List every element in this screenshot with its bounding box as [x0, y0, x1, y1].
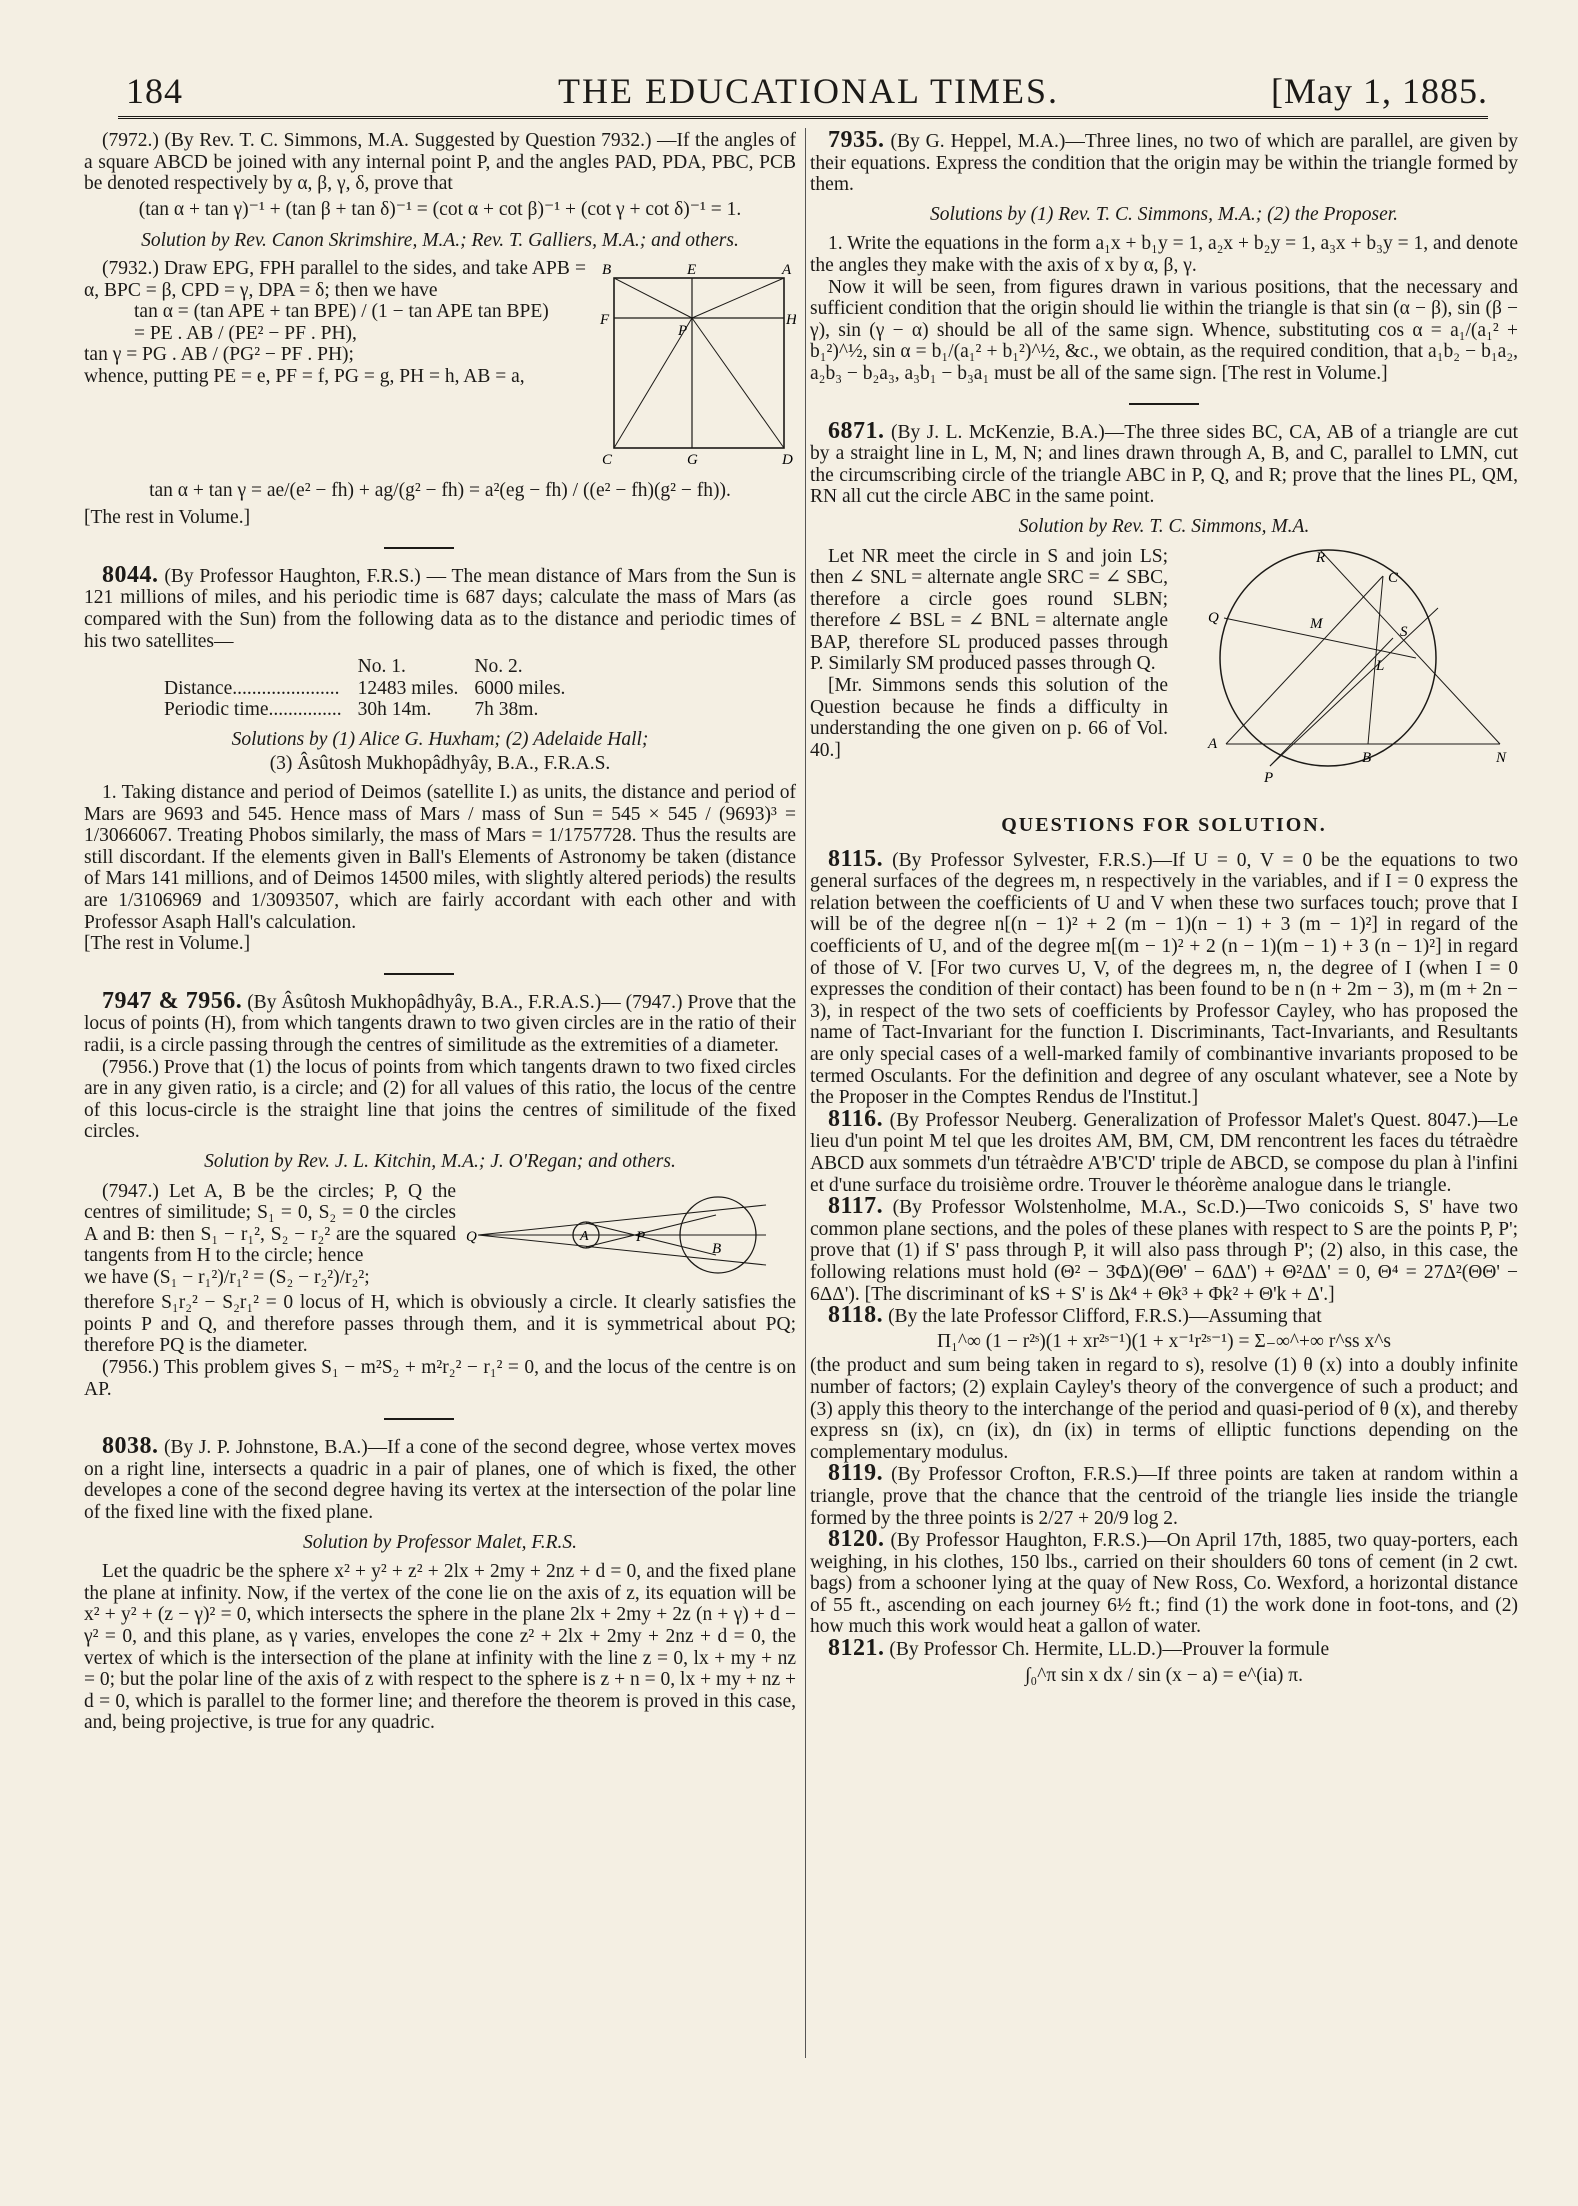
fig-label-f: F — [600, 311, 610, 328]
fig-label-d: D — [782, 451, 793, 468]
fig-label-p: P — [636, 1228, 646, 1245]
table-header — [164, 656, 358, 678]
q7972-solvers: Solution by Rev. Canon Skrimshire, M.A.; Rev. T. Galliers, M.A.; and others. — [141, 230, 739, 252]
fig-label-b: B — [712, 1240, 722, 1257]
q8121-text: (By Professor Ch. Hermite, LL.D.)—Prouver la formule — [889, 1639, 1330, 1661]
q8121-number: 8121. — [828, 1635, 885, 1662]
separator — [384, 973, 454, 975]
q8044-rest: [The rest in Volume.] — [84, 933, 251, 955]
fig-label-m: M — [1310, 615, 1323, 632]
q7935-text: (By G. Heppel, M.A.)—Three lines, no two of which are parallel, are given by their equations. Express the condition that the origin may be within the triangle formed by them. — [810, 131, 1518, 196]
q8120-text: (By Professor Haughton, F.R.S.)—On April 17th, 1885, two quay-porters, each weighing, in his clothes, 150 lbs., carried on their shoulders 60 tons of cement (in 2 cwt. bags) from a schooner lying at the quay of New Ross, Co. Wexford, a horizontal distance of 55 ft., ascending on each journey 6½ ft.; find (1) the work done in foot-tons, and (2) how much this work would heat a gallon of water. — [810, 1530, 1518, 1638]
table-cell: 7h 38m. — [474, 699, 539, 721]
q8118-formula: Π₁^∞ (1 − r²ˢ)(1 + xr²ˢ⁻¹)(1 + x⁻¹r²ˢ⁻¹) = Σ₋∞^+∞ r^ss x^s — [936, 1330, 1392, 1352]
q7947-solution-2: therefore S₁r₂² − S₂r₁² = 0 locus of H, which is obviously a circle. It clearly satisfies the points P and Q, and therefore passes through them, and it is symmetrical about PQ; therefore PQ is the diameter. — [84, 1292, 796, 1357]
q8044-solution: 1. Taking distance and period of Deimos (satellite I.) as units, the distance and period of Mars are 9693 and 545. Hence mass of Mars / mass of Sun = 545 × 545 / (9693)³ = 1/3066067. Treating Phobos similarly, the mass of Mars = 1/1757728. Thus the results are still discordant. If the elements given in Ball's Elements of Astronomy be taken (distance of Mars 141 millions, and of Deimos 14500 miles, with slightly altered periods) the results are 1/3106969 and 1/3093507, which are fairly accordant with each other and with Professor Asaph Hall's calculation. — [84, 782, 796, 933]
q8118-statement — [810, 1302, 1518, 1329]
section-heading: QUESTIONS FOR SOLUTION. — [1001, 814, 1327, 837]
fig-label-a: A — [1208, 735, 1218, 752]
fig-label-r: R — [1316, 549, 1326, 566]
fig-label-s: S — [1400, 623, 1408, 640]
q6871-statement — [810, 417, 1519, 508]
q8117-number: 8117. — [828, 1193, 884, 1220]
fig-label-n: N — [1496, 749, 1507, 766]
q7947-solution-1: (7947.) Let A, B be the circles; P, Q the centres of similitude; S₁ = 0, S₂ = 0 the circles A and B: then S₁ − r₁², S₂ − r₂² are the squared tangents from H to the circle; hence — [84, 1180, 456, 1267]
q8117-text: (By Professor Wolstenholme, M.A., Sc.D.)—Two conicoids S, S' have two common plane sections, and the poles of these planes with respect to S are the points P, P'; prove that (1) if S' pass through P, it will also pass through P'; (2) also, in this case, the following relations must hold (Θ² − 3ΦΔ)(ΘΘ' − 6ΔΔ') + Θ²ΔΔ' = 0, Θ⁴ = 27Δ²(ΘΘ' − 6ΔΔ'). [The discriminant of kS + S' is Δk⁴ + Θk³ + Φk² + Θ'k + Δ'.] — [810, 1197, 1518, 1305]
issue-date: [May 1, 1885. — [1271, 71, 1488, 111]
table-cell: 30h 14m. — [357, 699, 432, 721]
right-column — [810, 127, 1519, 1690]
page-header — [118, 70, 1488, 118]
q7935-solvers: Solutions by (1) Rev. T. C. Simmons, M.A.; (2) the Proposer. — [929, 203, 1399, 225]
q6871-number: 6871. — [828, 417, 885, 444]
q8038-text: (By J. P. Johnstone, B.A.)—If a cone of the second degree, whose vertex moves on a right line, intersects a quadric in a pair of planes, one of which is fixed, the other developes a cone of the second degree having its vertex at the intersection of the polar line of the fixed line with the fixed plane. — [84, 1437, 796, 1523]
separator — [1129, 403, 1199, 405]
q7932-text: (7932.) Draw EPG, FPH parallel to the sides, and take APB = α, BPC = β, CPD = γ, DPA = δ; then we have — [84, 257, 586, 301]
q7972-statement — [84, 130, 796, 195]
q7947-text: (By Âsûtosh Mukhopâdhyây, B.A., F.R.A.S.)— (7947.) Prove that the locus of points (H), from which tangents drawn to two given circles are in the ratio of their radii, is a circle passing through the centres of similitude as the extremities of a diameter. — [84, 991, 797, 1057]
q8119-text: (By Professor Crofton, F.R.S.)—If three points are taken at random within a triangle, prove that the chance that the centroid of the triangle lies inside the triangle formed by the three points is 2/27 + 20/9 log 2. — [810, 1464, 1518, 1529]
separator — [384, 1418, 454, 1420]
q8115-text: (By Professor Sylvester, F.R.S.)—If U = 0, V = 0 be the equations to two general surfaces of the degrees m, n respectively in the variables, and if I = 0 express the relation between the coefficients of U and V when these two surfaces touch; prove that I will be of the degree n[(n − 1)² + 2 (m − 1)(n − 1) + 3 (m − 1)²] in regard of the coefficients of U, and of the degree m[(m − 1)² + 2 (n − 1)(m − 1) + 3 (n − 1)²] in regard of those of V. [For two curves U, V, of the degrees m, n, the degree of I (when I = 0 expresses the condition of their contact) has been found to be n (n + 2m − 3), m (m + 2n − 3), in respect of the two sets of coefficients by Professor Cayley, who has proposed the name of Tact-Invariant for the function I. Discriminants, Tact-Invariants, and Resultants are only special cases of a well-marked family of combinantive invariants proposed to be termed Osculants. For the definition and degree of any osculant whatever, see a Note by the Proposer in the Comptes Rendus de l'Institut.] — [810, 849, 1518, 1109]
q8044-statement — [84, 561, 797, 652]
q7935-number: 7935. — [828, 127, 885, 153]
table-header-row — [164, 656, 581, 678]
q7932-eq3: tan γ = PG . AB / (PG² − PF . PH); — [84, 344, 354, 366]
table-cell: Distance...................... — [164, 677, 340, 699]
table-cell: 12483 miles. — [357, 677, 459, 699]
circle-figure — [1178, 548, 1518, 794]
satellite-table — [164, 656, 581, 721]
separator — [384, 547, 454, 549]
q8038-statement — [84, 1433, 796, 1523]
q8116-text: (By Professor Neuberg. Generalization of Professor Malet's Quest. 8047.)—Le lieu d'un point M tel que les droites AM, BM, CM, DM rencontrent les faces du tétraèdre ABCD aux sommets d'un tétraèdre A'B'C'D' triple de ABCD, se compose du plan à l'infini et d'une surface du troisième ordre. Trouver le théorème analogue dans le triangle. — [810, 1109, 1518, 1196]
q7956-text: (7956.) Prove that (1) the locus of points from which tangents drawn to two fixed circles are in any given ratio, is a circle; and (2) for all values of this ratio, the locus of the centre of this locus-circle is the straight line that joins the centres of similitude of the fixed circles. — [84, 1056, 796, 1143]
table-cell: Periodic time............... — [164, 699, 342, 721]
fig-label-c: C — [1388, 569, 1399, 586]
q8038-solution: Let the quadric be the sphere x² + y² + z² + 2lx + 2my + 2nz + d = 0, and the fixed plane the plane at infinity. Now, if the vertex of the cone lie on the axis of z, its equation will be x² + y² + (z − γ)² = 0, which intersects the sphere in the plane 2lx + 2my + 2z (n + γ) + d − γ² = 0, and this plane, as γ varies, envelopes the cone z² + 2lx + 2my + 2nz + d = 0, the vertex of which is the intersection of the plane at infinity with the line z = 0, lx + my + nz = 0; but the polar line of the axis of z with respect to the sphere is z + n = 0, lx + my + nz + d = 0, which is parallel to the former line; and therefore the theorem is proved in this case, and, being projective, is true for any quadric. — [84, 1561, 796, 1734]
table-header: No. 2. — [474, 656, 523, 678]
q7972-number: (7972.) — [102, 130, 159, 151]
q7932-eq4: whence, putting PE = e, PF = f, PG = g, PH = h, AB = a, — [84, 365, 525, 387]
q7947-number: 7947 & 7956. — [102, 987, 243, 1014]
fig-label-b: B — [1362, 749, 1372, 766]
circles-figure — [466, 1183, 796, 1289]
q8121-formula: ∫₀^π sin x dx / sin (x − a) = e^(ia) π. — [1025, 1664, 1303, 1686]
fig-label-q: Q — [1208, 609, 1219, 626]
fig-label-l: L — [1376, 657, 1385, 674]
q6871-note: [Mr. Simmons sends this solution of the Question because he finds a difficulty in understanding the one given on p. 66 of Vol. 40.] — [810, 675, 1168, 761]
q8044-solvers-2: (3) Âsûtosh Mukhopâdhyây, B.A., F.R.A.S. — [269, 752, 611, 774]
q8118-text-2: (the product and sum being taken in regard to s), resolve (1) θ (x) into a doubly infinite number of factors; (2) explain Cayley's theory of the convergence of such a product; and (3) apply this theory to the interchange of the period and quasi-period of θ (x), and thereby express sn (ix), cn (ix), dn (ix) in terms of elliptic functions depending on the complementary modulus. — [810, 1355, 1518, 1463]
q8038-number: 8038. — [102, 1433, 159, 1460]
q7932-eq5: tan α + tan γ = ae/(e² − fh) + ag/(g² − fh) = a²(eg − fh) / ((e² − fh)(g² − fh)). — [149, 479, 731, 501]
q8044-text: (By Professor Haughton, F.R.S.) — The mean distance of Mars from the Sun is 121 millions of miles, and his periodic time is 687 days; calculate the mass of Mars (as compared with the Sun) from the following data as to the distance and periodic times of his two satellites— — [84, 565, 797, 652]
q7935-statement — [810, 127, 1518, 196]
q7956-solution: (7956.) This problem gives S₁ − m²S₂ + m²r₂² − r₁² = 0, and the locus of the centre is on AP. — [84, 1356, 796, 1400]
table-cell: 6000 miles. — [474, 677, 566, 699]
q7947-statement — [84, 987, 797, 1057]
q7932-eq2: = PE . AB / (PE² − PF . PH), — [134, 322, 357, 344]
q7932-eq1: tan α = (tan APE + tan BPE) / (1 − tan APE tan BPE) — [134, 301, 549, 323]
q8038-solver: Solution by Professor Malet, F.R.S. — [302, 1531, 578, 1553]
q7947-equation: we have (S₁ − r₁²)/r₁² = (S₂ − r₂²)/r₂²; — [84, 1266, 370, 1288]
q7947-solvers: Solution by Rev. J. L. Kitchin, M.A.; J. O'Regan; and others. — [204, 1151, 676, 1172]
q8119-number: 8119. — [828, 1460, 884, 1487]
q8120-statement — [810, 1526, 1518, 1638]
fig-label-a: A — [782, 261, 792, 278]
fig-label-c: C — [602, 451, 613, 468]
q8116-number: 8116. — [828, 1105, 884, 1132]
table-header: No. 1. — [357, 656, 406, 678]
header-rule — [118, 116, 1488, 119]
fig-label-p: P — [1264, 769, 1274, 786]
q8044-solvers: Solutions by (1) Alice G. Huxham; (2) Adelaide Hall; — [231, 728, 649, 750]
fig-label-h: H — [786, 311, 796, 328]
q7935-solution-2: Now it will be seen, from figures drawn in various positions, that the necessary and sufficient condition that the origin should lie within the triangle is that sin (α − β), sin (β − γ), sin (γ − α) should be all of the same sign. Whence, substituting cos α = a₁/(a₁² + b₁²)^½, sin α = b₁/(a₁² + b₁²)^½, &c., we obtain, as the required condition, that a₁b₂ − b₁a₂, a₂b₃ − b₂a₃, a₃b₁ − b₃a₁ must be all of the same sign. [The rest in Volume.] — [810, 276, 1518, 384]
q7972-formula: (tan α + tan γ)⁻¹ + (tan β + tan δ)⁻¹ = (cot α + cot β)⁻¹ + (cot γ + cot δ)⁻¹ = 1. — [138, 198, 742, 220]
table-row — [164, 678, 581, 700]
page-number: 184 — [126, 71, 183, 111]
fig-label-q: Q — [466, 1228, 477, 1245]
q8118-number: 8118. — [828, 1302, 884, 1329]
table-row — [164, 699, 581, 721]
q8115-number: 8115. — [828, 845, 884, 872]
q6871-solver: Solution by Rev. T. C. Simmons, M.A. — [1018, 515, 1310, 537]
square-figure — [596, 260, 796, 476]
q8044-number: 8044. — [102, 561, 159, 588]
q7935-solution-1: 1. Write the equations in the form a₁x + b₁y = 1, a₂x + b₂y = 1, a₃x + b₃y = 1, and denote the angles they make with the axis of x by α, β, γ. — [810, 233, 1518, 276]
q6871-solution: Let NR meet the circle in S and join LS; then ∠ SNL = alternate angle SRC = ∠ SBC, therefore a circle goes round SLBN; therefore ∠ BSL = ∠ BNL = alternate angle BAP, therefore SL produced passes through P. Similarly SM produced passes through Q. — [810, 545, 1168, 675]
fig-label-e: E — [687, 261, 697, 278]
journal-title: THE EDUCATIONAL TIMES. — [558, 71, 1059, 111]
q6871-text: (By J. L. McKenzie, B.A.)—The three sides BC, CA, AB of a triangle are cut by a straight line in L, M, N; and lines drawn through A, B, and C, parallel to LMN, cut the circumscribing circle of the triangle ABC in P, Q, and R; prove that the lines PL, QM, RN all cut the circle ABC in the same point. — [810, 421, 1519, 508]
q8119-statement — [810, 1460, 1518, 1529]
q8116-statement — [810, 1105, 1518, 1196]
column-divider — [805, 128, 806, 2058]
q8117-statement — [810, 1193, 1518, 1305]
q8120-number: 8120. — [828, 1526, 885, 1553]
fig-label-b: B — [602, 261, 612, 278]
q7932-rest: [The rest in Volume.] — [84, 507, 251, 529]
q8121-statement — [810, 1635, 1518, 1662]
fig-label-a: A — [580, 1228, 589, 1244]
fig-label-p: P — [678, 322, 688, 339]
q8118-text: (By the late Professor Clifford, F.R.S.)—Assuming that — [888, 1306, 1322, 1328]
left-column — [84, 130, 796, 1734]
q8115-statement — [810, 845, 1518, 1109]
fig-label-g: G — [687, 451, 698, 468]
q7972-text: (By Rev. T. C. Simmons, M.A. Suggested by Question 7932.) —If the angles of a square ABCD be joined with any internal point P, and the angles PAD, PDA, PBC, PCB be denoted respectively by α, β, γ, δ, prove that — [84, 130, 796, 195]
